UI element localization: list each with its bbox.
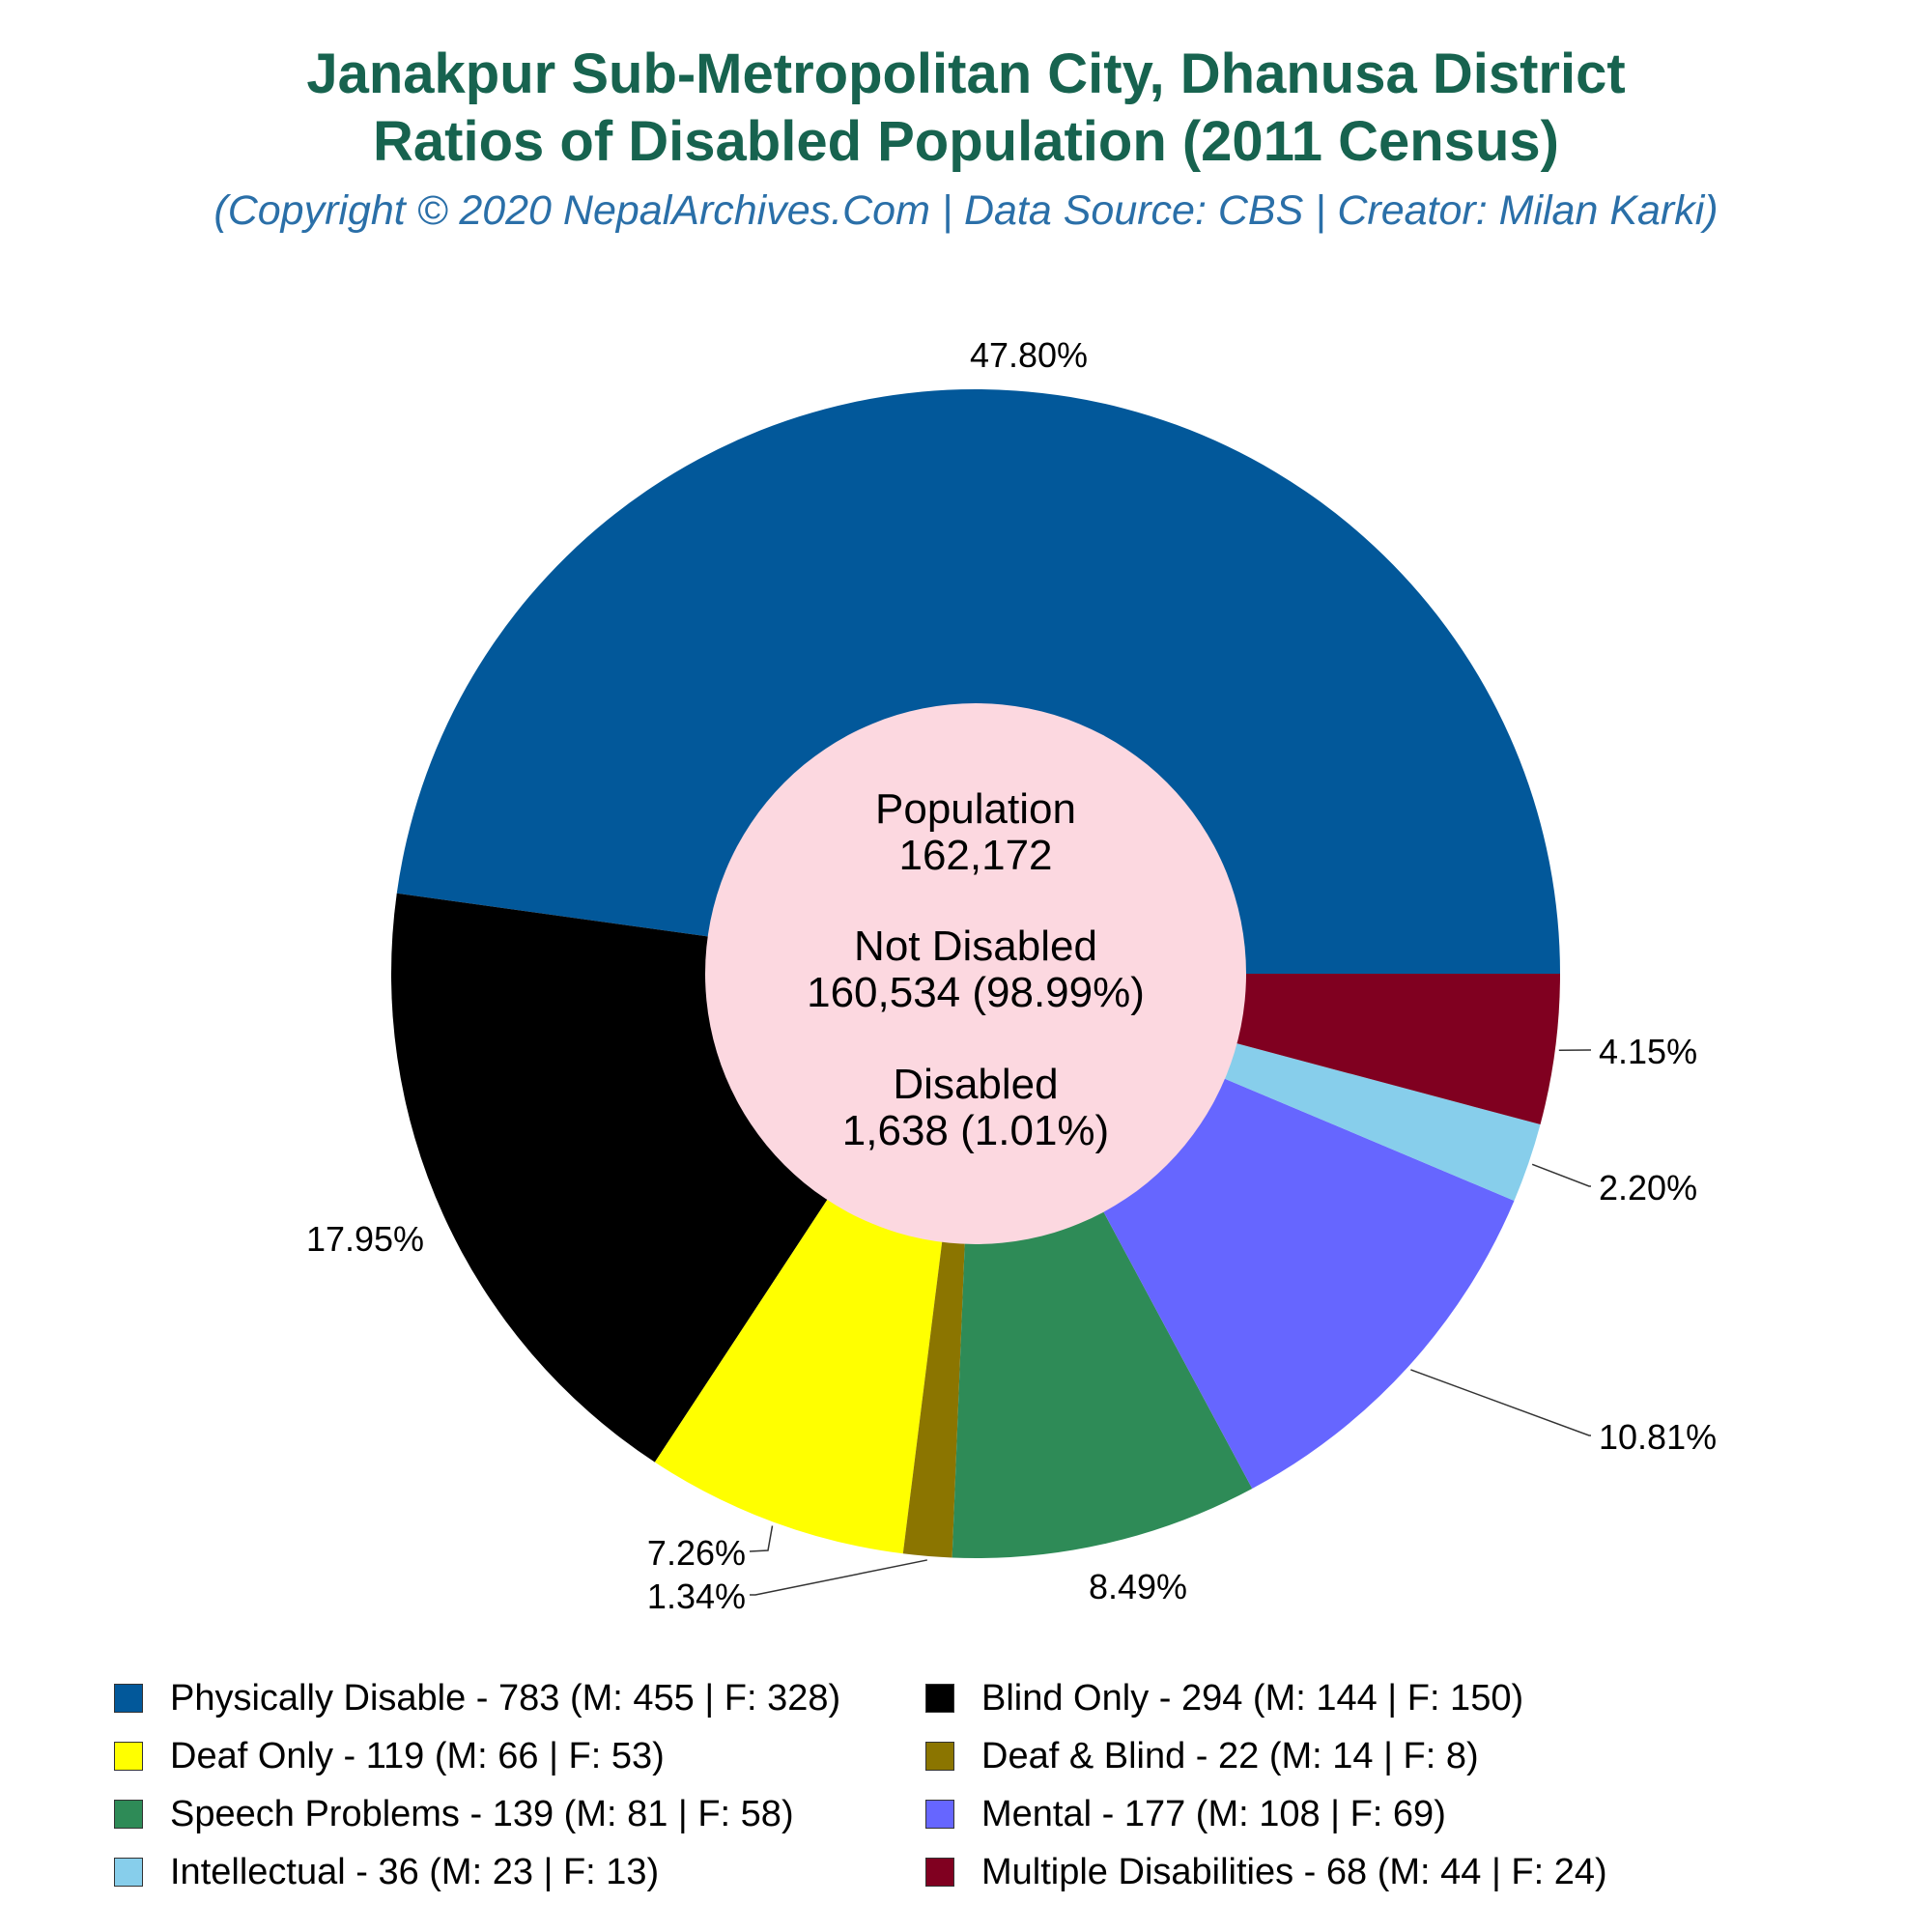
center-disabled-value: 1,638 (1.01%) — [841, 1107, 1110, 1154]
legend-swatch-mental — [925, 1800, 954, 1829]
center-population-value: 162,172 — [898, 832, 1053, 879]
percent-label-deaf-only: 7.26% — [646, 1533, 746, 1573]
legend-swatch-deaf-only — [114, 1742, 143, 1771]
legend-swatch-blind-only — [925, 1684, 954, 1713]
legend-label-multiple-disabilities: Multiple Disabilities - 68 (M: 44 | F: 24) — [981, 1851, 1607, 1892]
legend-swatch-deaf-and-blind — [925, 1742, 954, 1771]
center-not-disabled-value: 160,534 (98.99%) — [807, 969, 1145, 1016]
percent-label-mental: 10.81% — [1599, 1417, 1718, 1457]
legend-item-physically-disable — [114, 1669, 925, 1727]
legend-item-mental — [925, 1785, 1795, 1843]
legend-swatch-physically-disable — [114, 1684, 143, 1713]
legend-item-multiple-disabilities — [925, 1843, 1795, 1901]
percent-label-deaf-and-blind: 1.34% — [646, 1577, 746, 1616]
legend — [114, 1669, 1853, 1901]
chart-title-line-1: Janakpur Sub-Metropolitan City, Dhanusa District — [306, 43, 1626, 105]
leader-line-deaf-and-blind — [750, 1560, 927, 1595]
legend-label-deaf-only: Deaf Only - 119 (M: 66 | F: 53) — [170, 1735, 665, 1776]
legend-label-deaf-and-blind: Deaf & Blind - 22 (M: 14 | F: 8) — [981, 1735, 1479, 1776]
legend-swatch-speech-problems — [114, 1800, 143, 1829]
legend-label-speech-problems: Speech Problems - 139 (M: 81 | F: 58) — [170, 1793, 794, 1834]
legend-label-physically-disable: Physically Disable - 783 (M: 455 | F: 328) — [170, 1677, 841, 1719]
legend-label-mental: Mental - 177 (M: 108 | F: 69) — [981, 1793, 1446, 1834]
percent-label-speech-problems: 8.49% — [1088, 1567, 1188, 1606]
chart-subtitle: (Copyright © 2020 NepalArchives.Com | Data Source: CBS | Creator: Milan Karki) — [213, 187, 1719, 234]
legend-swatch-intellectual — [114, 1858, 143, 1887]
leader-line-deaf-only — [750, 1525, 773, 1551]
leader-line-intellectual — [1532, 1164, 1591, 1186]
legend-swatch-multiple-disabilities — [925, 1858, 954, 1887]
legend-label-intellectual: Intellectual - 36 (M: 23 | F: 13) — [170, 1851, 660, 1892]
leader-line-mental — [1410, 1370, 1591, 1435]
legend-item-blind-only — [925, 1669, 1795, 1727]
legend-item-speech-problems — [114, 1785, 925, 1843]
center-not-disabled-label: Not Disabled — [854, 923, 1097, 970]
percent-label-intellectual: 2.20% — [1599, 1168, 1698, 1208]
legend-item-deaf-and-blind — [925, 1727, 1795, 1785]
legend-label-blind-only: Blind Only - 294 (M: 144 | F: 150) — [981, 1677, 1524, 1719]
percent-label-multiple-disabilities: 4.15% — [1599, 1032, 1698, 1071]
percent-label-blind-only: 17.95% — [305, 1219, 425, 1259]
center-population-label: Population — [875, 785, 1076, 833]
legend-item-intellectual — [114, 1843, 925, 1901]
legend-item-deaf-only — [114, 1727, 925, 1785]
chart-title-line-2: Ratios of Disabled Population (2011 Census) — [373, 110, 1559, 173]
percent-label-physically-disable: 47.80% — [969, 335, 1089, 375]
center-disabled-label: Disabled — [893, 1061, 1059, 1108]
